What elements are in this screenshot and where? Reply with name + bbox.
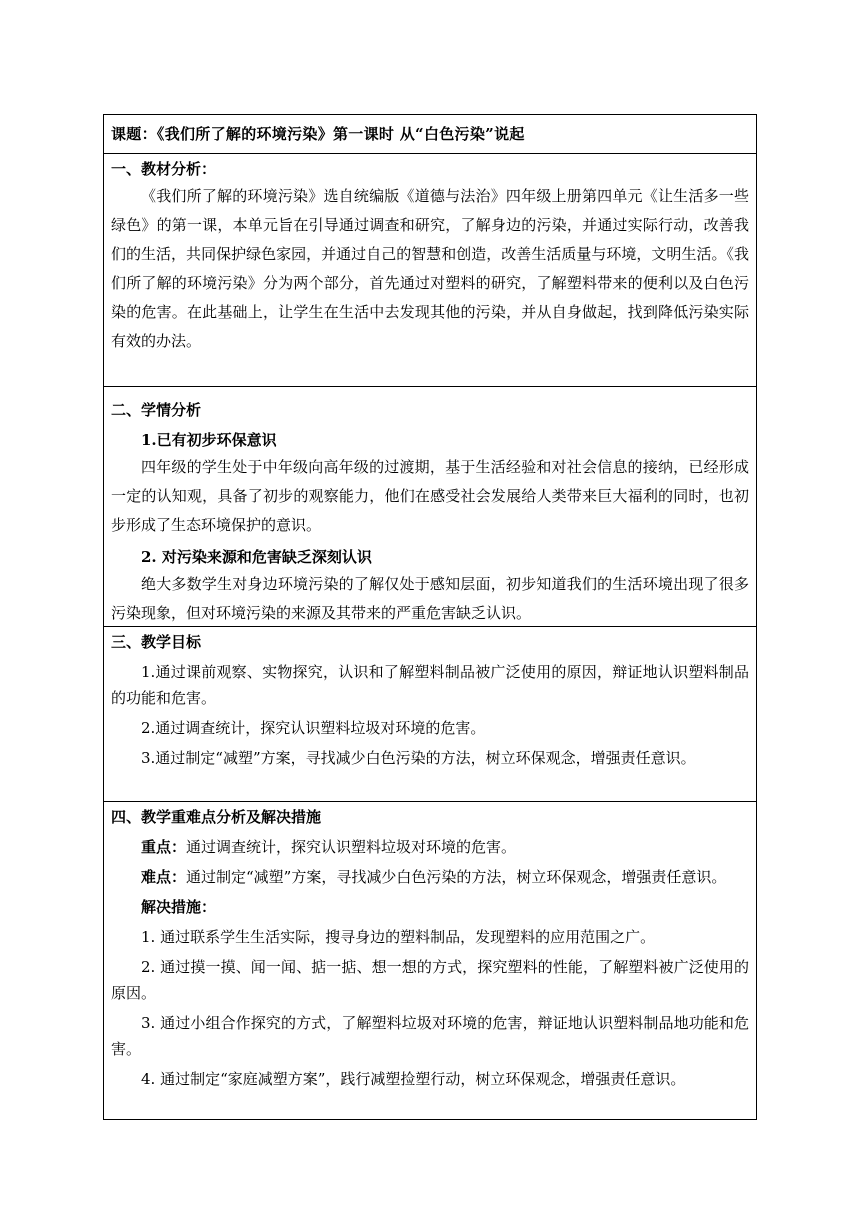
student-analysis-section: [104, 387, 756, 627]
textbook-analysis-section: [104, 154, 756, 387]
student-point-2-text: 绝大多数学生对身边环境污染的了解仅处于感知层面，初步知道我们的生活环境出现了很多污染现象，但对环境污染的来源及其带来的严重危害缺乏认识。: [111, 575, 749, 622]
focus-label: 重点：: [141, 838, 187, 856]
difficulty-label: 难点：: [141, 868, 187, 886]
student-point-1-title: 1.已有初步环保意识: [141, 431, 277, 449]
measure-item: 3. 通过小组合作探究的方式，了解塑料垃圾对环境的危害，辩证地认识塑料制品地功能和危害。: [111, 1014, 749, 1058]
lesson-title: 课题：《我们所了解的环境污染》第一课时 从“白色污染”说起: [111, 125, 525, 143]
measure-item: 1. 通过联系学生生活实际，搜寻身边的塑料制品，发现塑料的应用范围之广。: [141, 928, 656, 946]
lesson-title-row: [104, 115, 756, 154]
teaching-goal-item: 3.通过制定“减塑”方案，寻找减少白色污染的方法，树立环保观念，增强责任意识。: [141, 749, 696, 767]
student-point-2-title: 2. 对污染来源和危害缺乏深刻认识: [141, 548, 372, 566]
teaching-goals-heading: 三、教学目标: [111, 633, 202, 651]
difficulty-text: 通过制定“减塑”方案，寻找减少白色污染的方法，树立环保观念，增强责任意识。: [186, 868, 727, 886]
measure-item: 2. 通过摸一摸、闻一闻、掂一掂、想一想的方式，探究塑料的性能，了解塑料被广泛使用的原因。: [111, 958, 749, 1002]
difficulty-line: [111, 864, 749, 890]
key-points-heading: 四、教学重难点分析及解决措施: [111, 808, 322, 826]
measures-label: 解决措施：: [141, 898, 217, 916]
teaching-goal-item: 1.通过课前观察、实物探究，认识和了解塑料制品被广泛使用的原因，辩证地认识塑料制品的功能和危害。: [111, 663, 749, 707]
focus-text: 通过调查统计，探究认识塑料垃圾对环境的危害。: [186, 838, 517, 856]
teaching-goal-item: 2.通过调查统计，探究认识塑料垃圾对环境的危害。: [141, 719, 486, 737]
teaching-goals-section: [104, 627, 756, 802]
textbook-analysis-paragraph: 《我们所了解的环境污染》选自统编版《道德与法治》四年级上册第四单元《让生活多一些绿色》的第一课，本单元旨在引导通过调查和研究，了解身边的污染，并通过实际行动，改善我们的生活，共同保护绿色家园，并通过自己的智慧和创造，改善生活质量与环境，文明生活。《我们所了解的环境污染》分为两个部分，首先通过对塑料的研究，了解塑料带来的便利以及白色污染的危害。在此基础上，让学生在生活中去发现其他的污染，并从自身做起，找到降低污染实际有效的办法。: [111, 187, 749, 350]
lesson-plan-table: [103, 114, 757, 1120]
student-analysis-heading: 二、学情分析: [111, 401, 202, 419]
focus-line: [111, 834, 749, 860]
key-points-section: [104, 802, 756, 1119]
measure-item: 4. 通过制定“家庭减塑方案”，践行减塑捡塑行动，树立环保观念，增强责任意识。: [141, 1070, 686, 1088]
textbook-analysis-heading: 一、教材分析：: [111, 160, 217, 178]
student-point-1-text: 四年级的学生处于中年级向高年级的过渡期，基于生活经验和对社会信息的接纳，已经形成一定的认知观，具备了初步的观察能力，他们在感受社会发展给人类带来巨大福利的同时，也初步形成了生态环境保护的意识。: [111, 458, 749, 534]
